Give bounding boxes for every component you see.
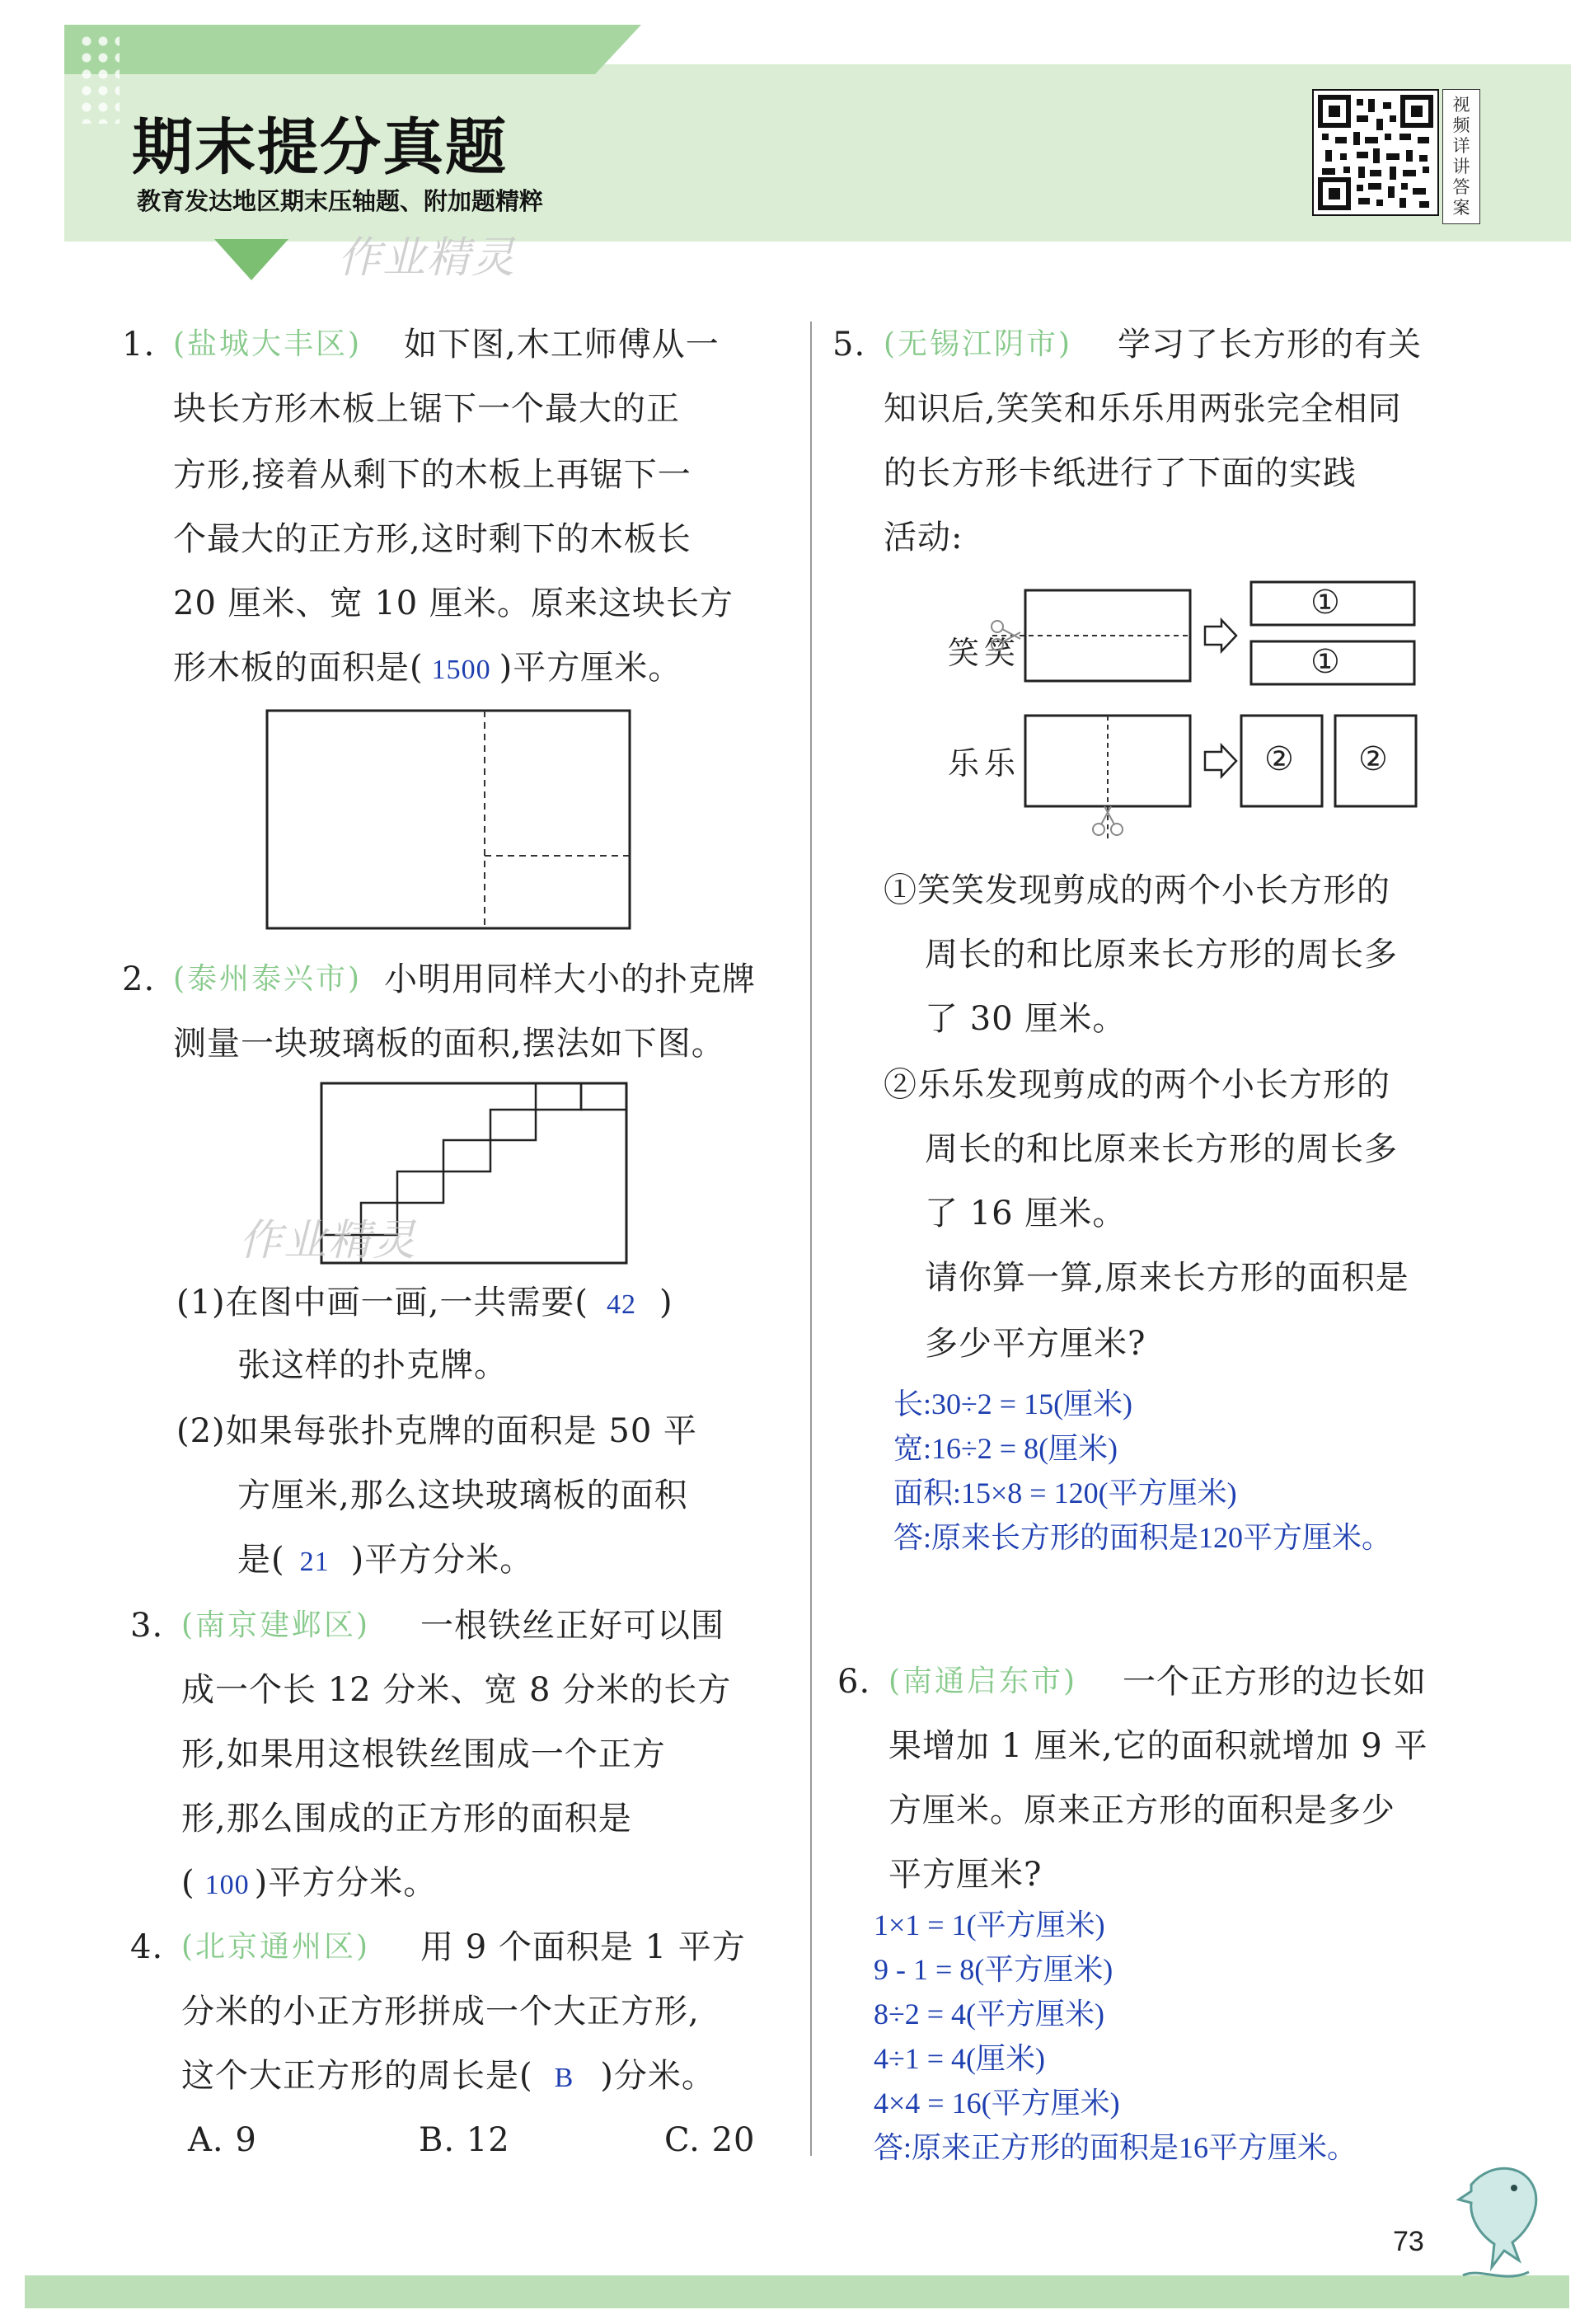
q5-fig-mark1: ①	[1310, 584, 1340, 622]
q3-answer: 100	[204, 1870, 250, 1900]
q4-option-b: B. 12	[419, 2121, 510, 2159]
watermark: 作业精灵	[338, 233, 517, 283]
footer-band	[25, 2275, 1569, 2308]
q5-label-lele: 乐乐	[948, 745, 1021, 782]
q4-line: 分米的小正方形拼成一个大正方形,	[181, 1993, 700, 2031]
q5-sub: 周长的和比原来长方形的周长多	[925, 936, 1398, 974]
q4-option-a: A. 9	[188, 2121, 257, 2159]
q4-source: (北京通州区)	[181, 1930, 371, 1964]
header-arrow-decoration	[214, 239, 288, 280]
q2-p1-post: )	[659, 1284, 673, 1322]
q2-source: (泰州泰兴市)	[173, 962, 363, 996]
q6-line: 方厘米。原来正方形的面积是多少	[888, 1791, 1395, 1829]
q4-answer: B	[554, 2063, 574, 2093]
dolphin-icon	[1446, 2152, 1545, 2284]
q4-line3	[181, 2043, 715, 2111]
q5-fig-mark1: ①	[1310, 643, 1340, 681]
page-number: 73	[1393, 2226, 1424, 2257]
page-subtitle: 教育发达地区期末压轴题、附加题精粹	[137, 187, 544, 215]
q1-last-line	[173, 635, 682, 703]
page-title: 期末提分真题	[132, 112, 508, 183]
q2-p1-pre: (1)在图中画一画,一共需要(	[176, 1284, 588, 1322]
q3-last-pre: (	[181, 1864, 195, 1902]
q1-answer: 1500	[431, 655, 491, 685]
qr-label: 视频详讲答案	[1442, 89, 1480, 224]
q1-last-post: )平方厘米。	[499, 649, 682, 687]
q2-p2-pre: 是(	[237, 1541, 285, 1579]
q6-number: 6.	[837, 1663, 871, 1701]
q5-source: (无锡江阴市)	[884, 327, 1073, 361]
q6-work-line: 4÷1 = 4(厘米)	[874, 2042, 1046, 2075]
q1-line: 方形,接着从剩下的木板上再锯下一	[173, 456, 692, 494]
q5-work-line: 面积:15×8 = 120(平方厘米)	[893, 1477, 1237, 1509]
q1-source: (盐城大丰区)	[173, 327, 363, 361]
q4-line3-post: )分米。	[600, 2057, 715, 2095]
q4-option-c: C. 20	[664, 2121, 756, 2159]
q1-line: 个最大的正方形,这时剩下的木板长	[173, 520, 692, 558]
q1-line: 20 厘米、宽 10 厘米。原来这块长方	[173, 585, 734, 622]
q1-line: 块长方形木板上锯下一个最大的正	[173, 390, 680, 428]
q3-source: (南京建邺区)	[181, 1608, 371, 1642]
q4-number: 4.	[130, 1928, 164, 1966]
q5-sub: 多少平方厘米?	[925, 1325, 1146, 1363]
q5-sub: 了 16 厘米。	[925, 1195, 1127, 1232]
q5-line: 知识后,笑笑和乐乐用两张完全相同	[884, 390, 1402, 428]
header-tab	[64, 25, 641, 74]
q2-part2-line1: (2)如果每张扑克牌的面积是 50 平	[176, 1412, 697, 1450]
q6-line: 平方厘米?	[888, 1856, 1043, 1894]
q6-work-line: 8÷2 = 4(平方厘米)	[874, 1998, 1105, 2031]
q1-figure	[264, 709, 633, 932]
q6-work-line: 9 - 1 = 8(平方厘米)	[874, 1953, 1113, 1986]
q2-line: 测量一块玻璃板的面积,摆法如下图。	[173, 1025, 725, 1063]
q6-source: (南通启东市)	[888, 1664, 1078, 1698]
q5-sub: 周长的和比原来长方形的周长多	[925, 1130, 1398, 1168]
q2-part2-line2: 方厘米,那么这块玻璃板的面积	[237, 1477, 688, 1514]
header-dots-decoration	[78, 33, 120, 124]
q5-sub: ①笑笑发现剪成的两个小长方形的	[884, 871, 1390, 909]
q5-sub: 了 30 厘米。	[925, 1000, 1127, 1038]
q4-line3-pre: 这个大正方形的周长是(	[181, 2057, 533, 2095]
q4-line: 用 9 个面积是 1 平方	[420, 1928, 746, 1966]
q3-last-line	[181, 1850, 437, 1918]
q5-figure	[981, 577, 1426, 841]
q2-p2-post: )平方分米。	[350, 1541, 534, 1579]
q5-line: 的长方形卡纸进行了下面的实践	[884, 454, 1357, 492]
q5-line: 学习了长方形的有关	[1118, 326, 1422, 364]
q5-sub: ②乐乐发现剪成的两个小长方形的	[884, 1066, 1390, 1104]
q2-line: 小明用同样大小的扑克牌	[384, 960, 756, 998]
q5-line: 活动:	[884, 519, 963, 556]
q2-number: 2.	[122, 960, 156, 998]
q2-part1	[176, 1270, 673, 1338]
q6-work-line: 答:原来正方形的面积是16平方厘米。	[874, 2131, 1357, 2164]
q1-line: 如下图,木工师傅从一	[404, 326, 720, 364]
q5-label-xiaoxiao: 笑笑	[948, 635, 1021, 671]
q3-line: 成一个长 12 分米、宽 8 分米的长方	[181, 1671, 732, 1709]
q1-number: 1.	[122, 326, 156, 364]
q6-line: 果增加 1 厘米,它的面积就增加 9 平	[888, 1727, 1428, 1765]
q2-part2-line3	[237, 1527, 533, 1595]
q6-work-line: 4×4 = 16(平方厘米)	[874, 2087, 1120, 2120]
q5-work-line: 长:30÷2 = 15(厘米)	[893, 1387, 1133, 1420]
watermark: 作业精灵	[239, 1216, 418, 1265]
column-divider	[810, 322, 812, 2156]
q2-p2-answer: 21	[299, 1547, 330, 1577]
q5-sub: 请你算一算,原来长方形的面积是	[925, 1259, 1409, 1297]
q2-p1-answer: 42	[606, 1289, 636, 1320]
q5-fig-mark2: ②	[1264, 740, 1294, 778]
q2-part1-line2: 张这样的扑克牌。	[237, 1346, 508, 1384]
q5-number: 5.	[832, 326, 866, 364]
q3-last-post: )平方分米。	[254, 1864, 438, 1902]
qr-code-icon[interactable]	[1312, 89, 1439, 216]
q1-last-pre: 形木板的面积是(	[173, 649, 424, 687]
q5-work-line: 答:原来长方形的面积是120平方厘米。	[893, 1521, 1392, 1554]
q3-line: 形,如果用这根铁丝围成一个正方	[181, 1735, 666, 1773]
q6-line: 一个正方形的边长如	[1123, 1663, 1427, 1701]
q5-work-line: 宽:16÷2 = 8(厘米)	[893, 1432, 1118, 1465]
q3-line: 一根铁丝正好可以围	[420, 1607, 724, 1645]
q3-number: 3.	[130, 1607, 164, 1645]
q3-line: 形,那么围成的正方形的面积是	[181, 1800, 632, 1838]
q5-fig-mark2: ②	[1358, 740, 1388, 778]
q6-work-line: 1×1 = 1(平方厘米)	[874, 1908, 1105, 1941]
